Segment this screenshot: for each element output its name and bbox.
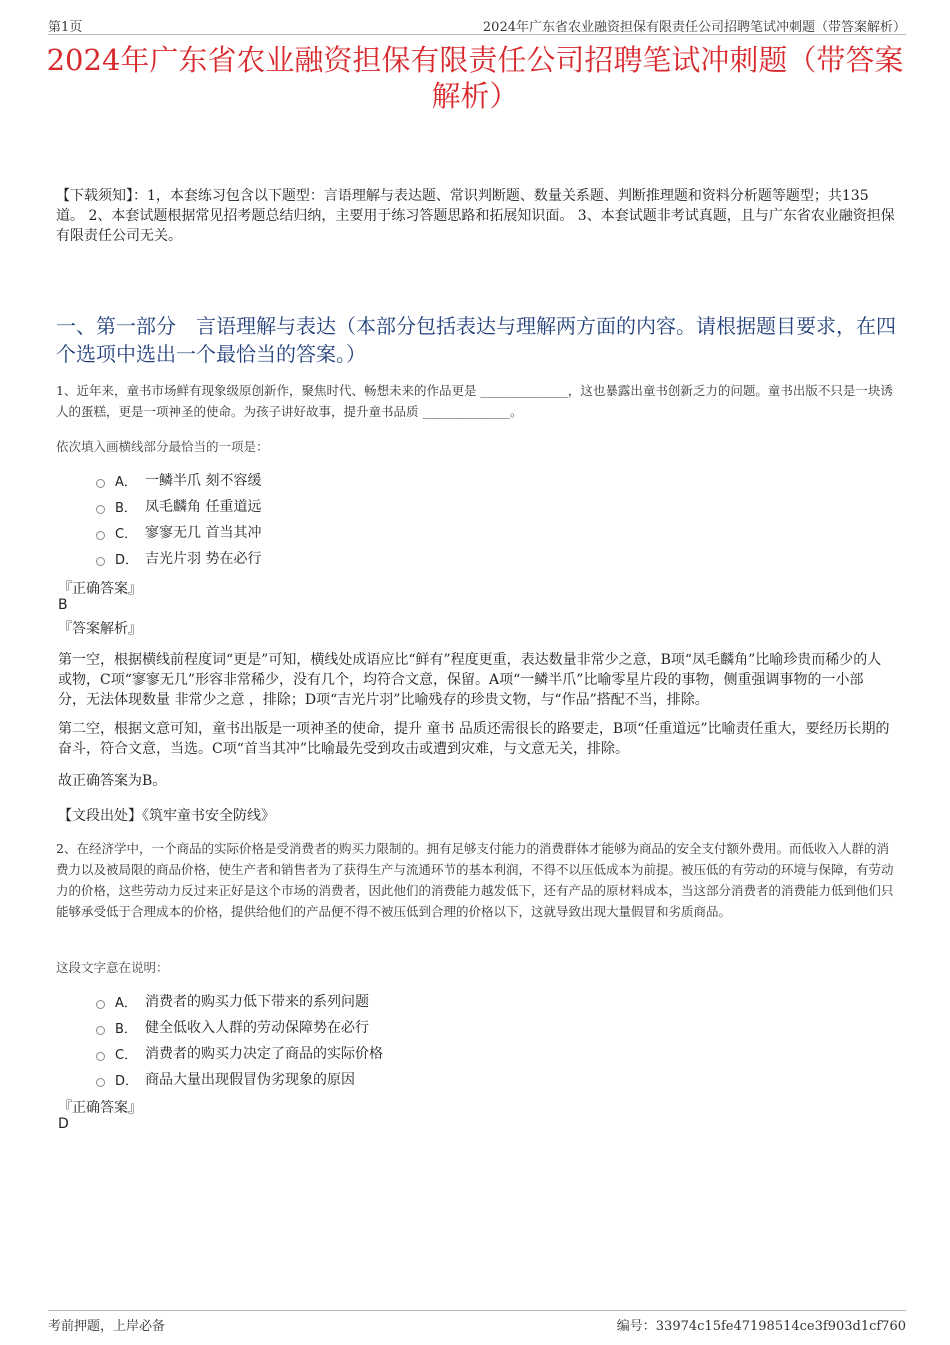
option-c[interactable]: C． 寥寥无几 首当其冲 <box>96 519 261 545</box>
answer-value: B <box>58 597 68 613</box>
option-b[interactable]: B． 健全低收入人群的劳动保障势在必行 <box>96 1014 383 1040</box>
document-title: 2024年广东省农业融资担保有限责任公司招聘笔试冲刺题（带答案解析） <box>46 43 904 113</box>
download-notice: 【下载须知】：1，本套练习包含以下题型：言语理解与表达题、常识判断题、数量关系题、判断推理题和资料分析题等题型；共135道。 2、本套试题根据常见招考题总结归纳，主要用于练习答题思路和拓展知识面。 3、本套试题非考试真题，且与广东省农业融资担保有限责任公司无关。 <box>56 188 895 244</box>
answer-value: D <box>58 1116 69 1132</box>
question-2-options <box>96 988 383 1092</box>
answer-label: 『正确答案』 <box>58 1100 142 1116</box>
radio-button[interactable] <box>96 1000 105 1009</box>
footer-slogan: 考前押题，上岸必备 <box>48 1319 166 1334</box>
option-d[interactable]: D． 商品大量出现假冒伪劣现象的原因 <box>96 1066 383 1092</box>
radio-button[interactable] <box>96 1026 105 1035</box>
option-b[interactable]: B． 凤毛麟角 任重道远 <box>96 493 261 519</box>
answer-label: 『正确答案』 <box>58 581 142 597</box>
question-1-options <box>96 467 261 571</box>
document-id: 编号：33974c15fe47198514ce3f903d1cf760 <box>616 1319 906 1334</box>
option-c[interactable]: C． 消费者的购买力决定了商品的实际价格 <box>96 1040 383 1066</box>
question-1-prompt: 依次填入画横线部分最恰当的一项是： <box>56 439 269 454</box>
option-d[interactable]: D． 吉光片羽 势在必行 <box>96 545 261 571</box>
header-doc-title: 2024年广东省农业融资担保有限责任公司招聘笔试冲刺题（带答案解析） <box>482 20 906 35</box>
page-footer <box>48 1310 906 1333</box>
radio-button[interactable] <box>96 1078 105 1087</box>
page-header <box>48 14 906 35</box>
option-a[interactable]: A． 一鳞半爪 刻不容缓 <box>96 467 261 493</box>
question-2-prompt: 这段文字意在说明： <box>56 960 169 975</box>
section-heading: 一、第一部分 言语理解与表达（本部分包括表达与理解两方面的内容。请根据题目要求，在四个选项中选出一个最恰当的答案。） <box>56 314 896 366</box>
analysis-paragraph-2: 第二空，根据文意可知，童书出版是一项神圣的使命，提升 童书 品质还需很长的路要走，B项“任重道远”比喻责任重大，要经历长期的奋斗，符合文意，当选。C项“首当其冲”比喻最先受到攻击或遭到灾难，与文意无关，排除。 <box>58 721 890 757</box>
radio-button[interactable] <box>96 479 105 488</box>
radio-button[interactable] <box>96 557 105 566</box>
analysis-paragraph-1: 第一空，根据横线前程度词“更是”可知，横线处成语应比“鲜有”程度更重，表达数量非常少之意，B项“凤毛麟角”比喻珍贵而稀少的人或物，C项“寥寥无几”形容非常稀少，没有几个，均符合文意，保留。A项“一鳞半爪”比喻零星片段的事物，侧重强调事物的一小部分，无法体现数量 非常少之意 ，排除；D项“吉光片羽”比喻残存的珍贵文物，与“作品”搭配不当，排除。 <box>58 652 882 708</box>
question-2-text: 2、在经济学中，一个商品的实际价格是受消费者的购买力限制的。拥有足够支付能力的消费群体才能够为商品的安全支付额外费用。而低收入人群的消费力以及被局限的商品价格，使生产者和销售者为了获得生产与流通环节的基本利润，不得不以压低成本为前提。被压低的有劳动的环境与保障，有劳动力的价格，这些劳动力反过来正好是这个市场的消费者，因此他们的消费能力越发低下，还有产品的原材料成本，当这部分消费者的消费能力低到他们只能够承受低于合理成本的价格，提供给他们的产品便不得不被压低到合理的价格以下，这就导致出现大量假冒和劣质商品。 <box>56 841 894 919</box>
analysis-conclusion: 故正确答案为B。 <box>58 773 167 789</box>
analysis-label: 『答案解析』 <box>58 621 142 637</box>
page-number: 第1页 <box>48 20 83 35</box>
radio-button[interactable] <box>96 1052 105 1061</box>
radio-button[interactable] <box>96 505 105 514</box>
radio-button[interactable] <box>96 531 105 540</box>
option-a[interactable]: A． 消费者的购买力低下带来的系列问题 <box>96 988 383 1014</box>
text-source: 【文段出处】《筑牢童书安全防线》 <box>58 808 275 824</box>
question-1-text: 1、近年来，童书市场鲜有现象级原创新作，聚焦时代、畅想未来的作品更是 ______________，这也暴露出童书创新乏力的问题。童书出版不只是一块诱人的蛋糕，更是一项神圣的使命。为孩子讲好故事，提升童书品质 ______________。 <box>56 383 893 419</box>
